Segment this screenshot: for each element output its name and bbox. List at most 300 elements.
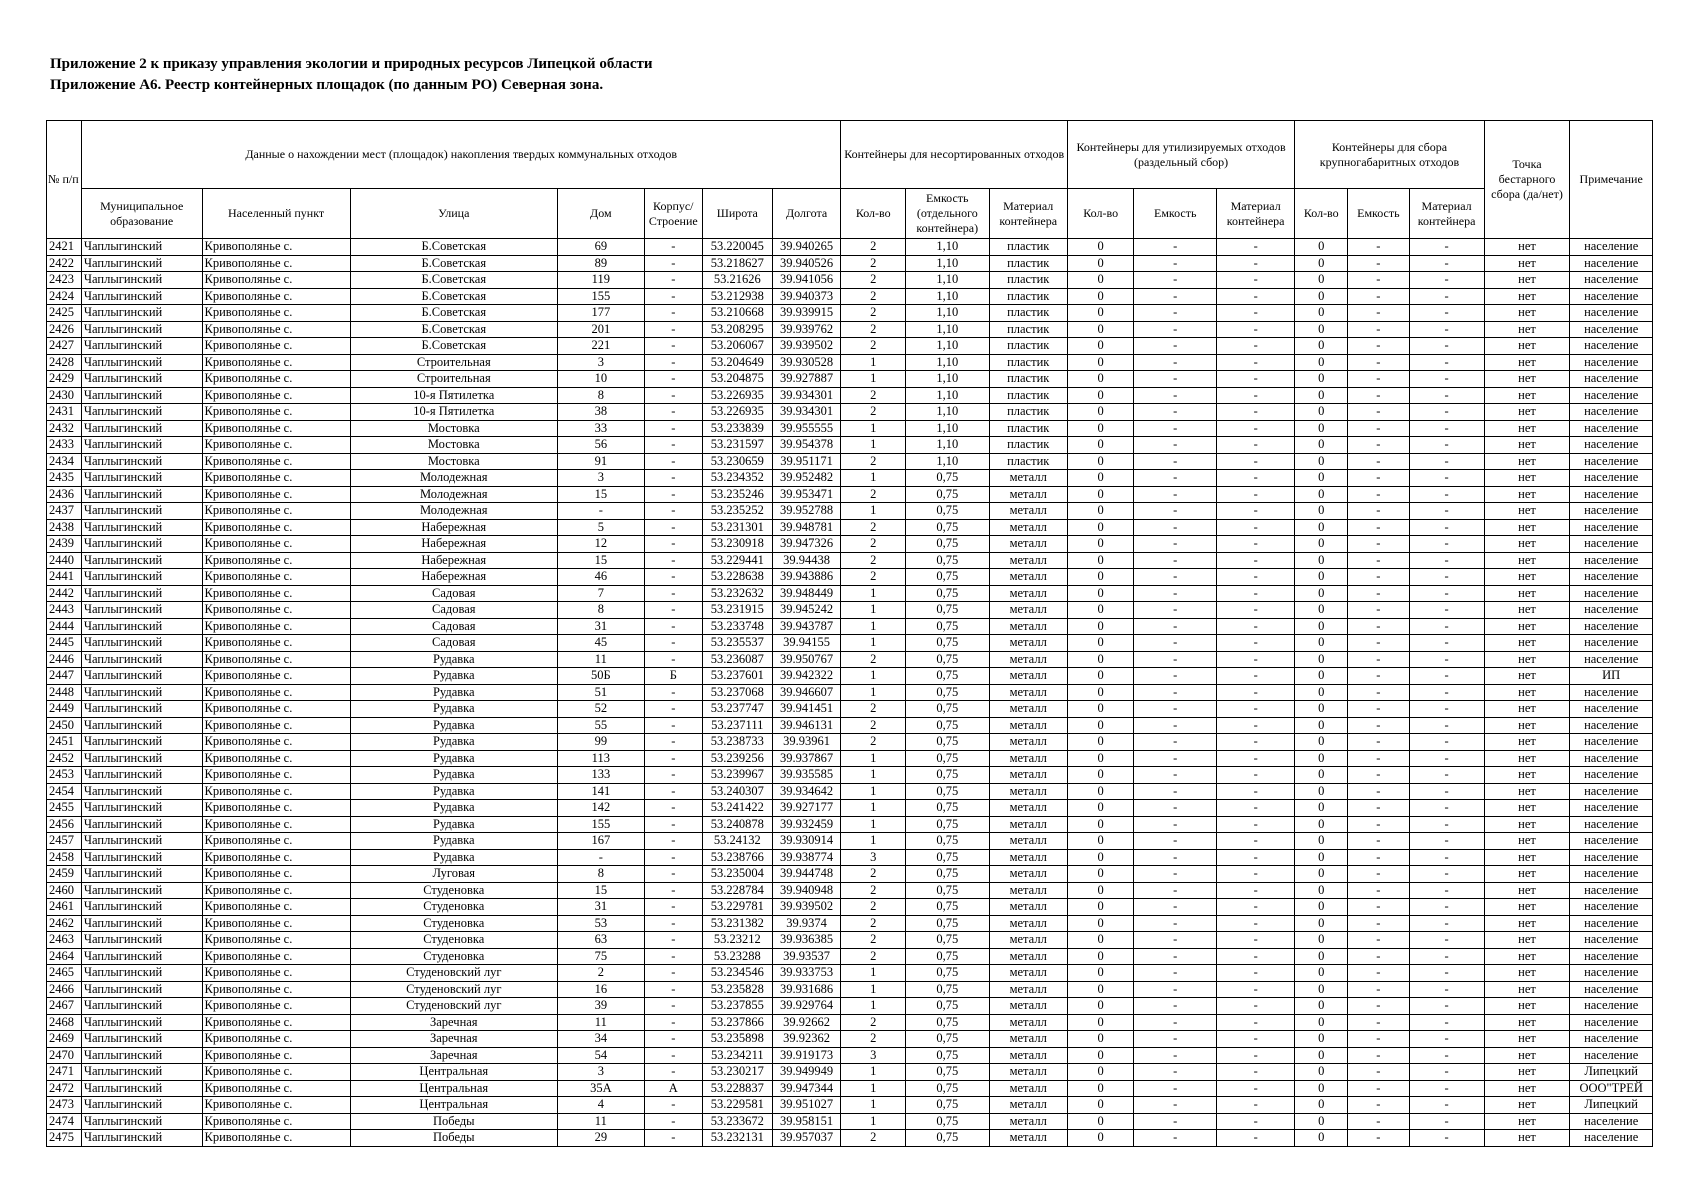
cell-bulky-count: 0	[1295, 1130, 1348, 1147]
cell-note: население	[1570, 915, 1653, 932]
cell-building: -	[644, 420, 702, 437]
cell-bulky-count: 0	[1295, 668, 1348, 685]
cell-recyclable-count: 0	[1067, 750, 1134, 767]
cell-recyclable-material: -	[1217, 1113, 1295, 1130]
cell-street: Строительная	[350, 354, 557, 371]
cell-note: население	[1570, 437, 1653, 454]
cell-num: 2457	[47, 833, 82, 850]
cell-recyclable-count: 0	[1067, 998, 1134, 1015]
cell-street: Рудавка	[350, 849, 557, 866]
cell-unsorted-count: 1	[841, 618, 906, 635]
cell-unsorted-material: металл	[989, 1047, 1067, 1064]
cell-municipality: Чаплыгинский	[81, 783, 202, 800]
cell-lat: 53.21626	[702, 272, 772, 289]
cell-bulky-material: -	[1409, 1014, 1484, 1031]
cell-unsorted-count: 1	[841, 800, 906, 817]
cell-recyclable-capacity: -	[1134, 453, 1217, 470]
cell-free-point: нет	[1484, 420, 1570, 437]
cell-bulky-material: -	[1409, 272, 1484, 289]
table-row	[47, 948, 1653, 965]
header-recyclable-capacity: Емкость	[1134, 189, 1217, 239]
cell-unsorted-capacity: 1,10	[906, 404, 990, 421]
cell-municipality: Чаплыгинский	[81, 882, 202, 899]
cell-lat: 53.237111	[702, 717, 772, 734]
cell-unsorted-count: 2	[841, 569, 906, 586]
cell-num: 2434	[47, 453, 82, 470]
cell-municipality: Чаплыгинский	[81, 998, 202, 1015]
cell-bulky-capacity: -	[1348, 1031, 1409, 1048]
cell-unsorted-material: металл	[989, 1113, 1067, 1130]
cell-num: 2431	[47, 404, 82, 421]
cell-note: население	[1570, 519, 1653, 536]
cell-house: 10	[557, 371, 644, 388]
cell-settlement: Кривополянье с.	[202, 321, 350, 338]
table-row	[47, 816, 1653, 833]
cell-bulky-count: 0	[1295, 882, 1348, 899]
cell-note: население	[1570, 305, 1653, 322]
cell-bulky-count: 0	[1295, 1064, 1348, 1081]
cell-num: 2450	[47, 717, 82, 734]
cell-lon: 39.933753	[772, 965, 841, 982]
cell-unsorted-capacity: 0,75	[906, 833, 990, 850]
cell-bulky-material: -	[1409, 783, 1484, 800]
cell-bulky-material: -	[1409, 420, 1484, 437]
cell-note: население	[1570, 998, 1653, 1015]
cell-unsorted-capacity: 0,75	[906, 519, 990, 536]
cell-street: Набережная	[350, 569, 557, 586]
table-row	[47, 668, 1653, 685]
cell-note: население	[1570, 453, 1653, 470]
cell-recyclable-capacity: -	[1134, 536, 1217, 553]
cell-lon: 39.954378	[772, 437, 841, 454]
cell-recyclable-count: 0	[1067, 948, 1134, 965]
cell-unsorted-capacity: 1,10	[906, 453, 990, 470]
cell-lat: 53.231301	[702, 519, 772, 536]
cell-street: Центральная	[350, 1097, 557, 1114]
cell-lon: 39.937867	[772, 750, 841, 767]
cell-building: -	[644, 1097, 702, 1114]
cell-recyclable-count: 0	[1067, 453, 1134, 470]
cell-unsorted-count: 2	[841, 239, 906, 256]
cell-building: -	[644, 618, 702, 635]
cell-unsorted-count: 1	[841, 750, 906, 767]
cell-note: население	[1570, 255, 1653, 272]
title-line-1: Приложение 2 к приказу управления экологии и природных ресурсов Липецкой области	[50, 56, 653, 72]
cell-municipality: Чаплыгинский	[81, 734, 202, 751]
cell-free-point: нет	[1484, 437, 1570, 454]
cell-lon: 39.929764	[772, 998, 841, 1015]
cell-recyclable-count: 0	[1067, 1014, 1134, 1031]
cell-bulky-material: -	[1409, 371, 1484, 388]
cell-note: население	[1570, 882, 1653, 899]
cell-num: 2443	[47, 602, 82, 619]
cell-unsorted-capacity: 0,75	[906, 1113, 990, 1130]
cell-municipality: Чаплыгинский	[81, 387, 202, 404]
cell-building: -	[644, 1031, 702, 1048]
cell-recyclable-count: 0	[1067, 965, 1134, 982]
cell-building: -	[644, 536, 702, 553]
cell-bulky-count: 0	[1295, 1080, 1348, 1097]
cell-lat: 53.237601	[702, 668, 772, 685]
table-header	[47, 121, 1653, 239]
cell-unsorted-count: 2	[841, 552, 906, 569]
cell-recyclable-count: 0	[1067, 272, 1134, 289]
cell-house: 46	[557, 569, 644, 586]
cell-unsorted-material: металл	[989, 1014, 1067, 1031]
cell-recyclable-material: -	[1217, 866, 1295, 883]
cell-unsorted-capacity: 0,75	[906, 767, 990, 784]
cell-recyclable-capacity: -	[1134, 668, 1217, 685]
cell-free-point: нет	[1484, 981, 1570, 998]
cell-recyclable-count: 0	[1067, 717, 1134, 734]
cell-bulky-material: -	[1409, 717, 1484, 734]
cell-bulky-count: 0	[1295, 321, 1348, 338]
cell-house: 201	[557, 321, 644, 338]
cell-house: 63	[557, 932, 644, 949]
cell-lat: 53.226935	[702, 404, 772, 421]
cell-num: 2452	[47, 750, 82, 767]
cell-street: Студеновка	[350, 882, 557, 899]
cell-house: 11	[557, 651, 644, 668]
cell-street: Набережная	[350, 519, 557, 536]
cell-recyclable-capacity: -	[1134, 635, 1217, 652]
cell-free-point: нет	[1484, 552, 1570, 569]
table-row	[47, 750, 1653, 767]
cell-unsorted-capacity: 0,75	[906, 470, 990, 487]
cell-unsorted-material: пластик	[989, 453, 1067, 470]
cell-street: Рудавка	[350, 783, 557, 800]
cell-street: Набережная	[350, 552, 557, 569]
cell-house: 8	[557, 866, 644, 883]
cell-recyclable-count: 0	[1067, 1113, 1134, 1130]
cell-recyclable-capacity: -	[1134, 1064, 1217, 1081]
cell-unsorted-capacity: 0,75	[906, 1014, 990, 1031]
cell-unsorted-capacity: 0,75	[906, 618, 990, 635]
cell-building: -	[644, 354, 702, 371]
cell-street: Б.Советская	[350, 305, 557, 322]
cell-free-point: нет	[1484, 519, 1570, 536]
cell-note: население	[1570, 1031, 1653, 1048]
cell-note: население	[1570, 371, 1653, 388]
cell-street: Рудавка	[350, 651, 557, 668]
cell-recyclable-material: -	[1217, 536, 1295, 553]
cell-street: Рудавка	[350, 734, 557, 751]
cell-note: население	[1570, 239, 1653, 256]
cell-bulky-count: 0	[1295, 453, 1348, 470]
cell-bulky-material: -	[1409, 734, 1484, 751]
cell-bulky-count: 0	[1295, 618, 1348, 635]
cell-street: Заречная	[350, 1014, 557, 1031]
cell-bulky-count: 0	[1295, 948, 1348, 965]
cell-unsorted-count: 2	[841, 321, 906, 338]
cell-lat: 53.235537	[702, 635, 772, 652]
cell-bulky-count: 0	[1295, 255, 1348, 272]
cell-unsorted-material: металл	[989, 602, 1067, 619]
cell-lat: 53.236087	[702, 651, 772, 668]
cell-settlement: Кривополянье с.	[202, 882, 350, 899]
cell-street: Садовая	[350, 602, 557, 619]
header-unsorted-count: Кол-во	[841, 189, 906, 239]
cell-unsorted-material: металл	[989, 519, 1067, 536]
cell-unsorted-material: металл	[989, 1064, 1067, 1081]
cell-house: 33	[557, 420, 644, 437]
cell-bulky-material: -	[1409, 833, 1484, 850]
cell-house: 113	[557, 750, 644, 767]
cell-note: население	[1570, 354, 1653, 371]
cell-unsorted-material: металл	[989, 569, 1067, 586]
header-recyclable-group: Контейнеры для утилизируемых отходов (раздельный сбор)	[1067, 121, 1294, 189]
cell-num: 2459	[47, 866, 82, 883]
header-building: Корпус/ Строение	[644, 189, 702, 239]
cell-lat: 53.23288	[702, 948, 772, 965]
cell-settlement: Кривополянье с.	[202, 899, 350, 916]
cell-free-point: нет	[1484, 833, 1570, 850]
cell-unsorted-capacity: 0,75	[906, 1097, 990, 1114]
cell-house: 11	[557, 1113, 644, 1130]
cell-street: Садовая	[350, 585, 557, 602]
cell-building: -	[644, 519, 702, 536]
cell-unsorted-capacity: 1,10	[906, 255, 990, 272]
cell-settlement: Кривополянье с.	[202, 1130, 350, 1147]
cell-unsorted-material: пластик	[989, 272, 1067, 289]
cell-street: Садовая	[350, 635, 557, 652]
cell-recyclable-capacity: -	[1134, 486, 1217, 503]
cell-bulky-count: 0	[1295, 849, 1348, 866]
cell-recyclable-count: 0	[1067, 255, 1134, 272]
cell-street: Рудавка	[350, 816, 557, 833]
cell-unsorted-count: 2	[841, 882, 906, 899]
cell-street: Студеновка	[350, 932, 557, 949]
cell-num: 2432	[47, 420, 82, 437]
table-row	[47, 338, 1653, 355]
cell-recyclable-count: 0	[1067, 866, 1134, 883]
cell-note: население	[1570, 585, 1653, 602]
cell-recyclable-capacity: -	[1134, 503, 1217, 520]
cell-municipality: Чаплыгинский	[81, 536, 202, 553]
cell-bulky-capacity: -	[1348, 734, 1409, 751]
table-row	[47, 486, 1653, 503]
cell-note: население	[1570, 981, 1653, 998]
cell-settlement: Кривополянье с.	[202, 915, 350, 932]
cell-settlement: Кривополянье с.	[202, 552, 350, 569]
cell-lat: 53.238733	[702, 734, 772, 751]
cell-street: Рудавка	[350, 701, 557, 718]
cell-lat: 53.204875	[702, 371, 772, 388]
cell-house: 155	[557, 288, 644, 305]
cell-unsorted-capacity: 1,10	[906, 239, 990, 256]
cell-bulky-capacity: -	[1348, 1130, 1409, 1147]
header-municipality: Муниципальное образование	[81, 189, 202, 239]
cell-unsorted-material: металл	[989, 470, 1067, 487]
cell-municipality: Чаплыгинский	[81, 288, 202, 305]
cell-bulky-capacity: -	[1348, 701, 1409, 718]
cell-bulky-material: -	[1409, 965, 1484, 982]
cell-street: Строительная	[350, 371, 557, 388]
cell-recyclable-material: -	[1217, 932, 1295, 949]
cell-num: 2461	[47, 899, 82, 916]
cell-free-point: нет	[1484, 1047, 1570, 1064]
cell-bulky-capacity: -	[1348, 668, 1409, 685]
cell-house: 133	[557, 767, 644, 784]
cell-bulky-capacity: -	[1348, 651, 1409, 668]
cell-street: Набережная	[350, 536, 557, 553]
cell-recyclable-count: 0	[1067, 536, 1134, 553]
cell-bulky-material: -	[1409, 387, 1484, 404]
cell-free-point: нет	[1484, 618, 1570, 635]
cell-bulky-material: -	[1409, 1064, 1484, 1081]
cell-recyclable-material: -	[1217, 519, 1295, 536]
cell-unsorted-capacity: 1,10	[906, 321, 990, 338]
cell-recyclable-count: 0	[1067, 684, 1134, 701]
cell-bulky-count: 0	[1295, 239, 1348, 256]
cell-house: 4	[557, 1097, 644, 1114]
cell-num: 2451	[47, 734, 82, 751]
cell-building: -	[644, 1130, 702, 1147]
cell-unsorted-capacity: 1,10	[906, 371, 990, 388]
cell-free-point: нет	[1484, 536, 1570, 553]
cell-note: ИП	[1570, 668, 1653, 685]
cell-num: 2438	[47, 519, 82, 536]
cell-num: 2427	[47, 338, 82, 355]
cell-unsorted-capacity: 0,75	[906, 1047, 990, 1064]
cell-unsorted-count: 1	[841, 1097, 906, 1114]
cell-recyclable-count: 0	[1067, 618, 1134, 635]
cell-recyclable-capacity: -	[1134, 800, 1217, 817]
cell-free-point: нет	[1484, 816, 1570, 833]
cell-free-point: нет	[1484, 503, 1570, 520]
cell-unsorted-capacity: 0,75	[906, 635, 990, 652]
cell-recyclable-material: -	[1217, 750, 1295, 767]
cell-unsorted-count: 2	[841, 255, 906, 272]
cell-lat: 53.230217	[702, 1064, 772, 1081]
cell-num: 2449	[47, 701, 82, 718]
table-row	[47, 255, 1653, 272]
cell-recyclable-capacity: -	[1134, 981, 1217, 998]
cell-street: Мостовка	[350, 420, 557, 437]
cell-unsorted-count: 2	[841, 948, 906, 965]
cell-bulky-count: 0	[1295, 486, 1348, 503]
cell-recyclable-count: 0	[1067, 420, 1134, 437]
cell-bulky-capacity: -	[1348, 866, 1409, 883]
cell-recyclable-capacity: -	[1134, 816, 1217, 833]
cell-recyclable-count: 0	[1067, 519, 1134, 536]
cell-note: население	[1570, 932, 1653, 949]
cell-recyclable-count: 0	[1067, 371, 1134, 388]
header-recyclable-count: Кол-во	[1067, 189, 1134, 239]
cell-street: Б.Советская	[350, 255, 557, 272]
cell-bulky-count: 0	[1295, 354, 1348, 371]
cell-bulky-count: 0	[1295, 470, 1348, 487]
cell-unsorted-count: 2	[841, 288, 906, 305]
cell-recyclable-material: -	[1217, 1080, 1295, 1097]
cell-bulky-material: -	[1409, 288, 1484, 305]
cell-settlement: Кривополянье с.	[202, 800, 350, 817]
cell-bulky-count: 0	[1295, 1014, 1348, 1031]
cell-municipality: Чаплыгинский	[81, 948, 202, 965]
cell-unsorted-count: 2	[841, 272, 906, 289]
cell-num: 2453	[47, 767, 82, 784]
table-row	[47, 899, 1653, 916]
table-row	[47, 453, 1653, 470]
cell-recyclable-material: -	[1217, 701, 1295, 718]
cell-lon: 39.952788	[772, 503, 841, 520]
cell-recyclable-capacity: -	[1134, 948, 1217, 965]
cell-bulky-material: -	[1409, 321, 1484, 338]
cell-unsorted-count: 1	[841, 635, 906, 652]
cell-unsorted-count: 1	[841, 602, 906, 619]
cell-unsorted-count: 1	[841, 783, 906, 800]
cell-unsorted-count: 2	[841, 701, 906, 718]
cell-bulky-material: -	[1409, 519, 1484, 536]
cell-note: Липецкий	[1570, 1097, 1653, 1114]
cell-num: 2454	[47, 783, 82, 800]
cell-lon: 39.941451	[772, 701, 841, 718]
cell-recyclable-material: -	[1217, 288, 1295, 305]
cell-bulky-material: -	[1409, 635, 1484, 652]
cell-lon: 39.92662	[772, 1014, 841, 1031]
cell-settlement: Кривополянье с.	[202, 1097, 350, 1114]
cell-lat: 53.238766	[702, 849, 772, 866]
table-row	[47, 305, 1653, 322]
document-title	[50, 54, 653, 96]
cell-lat: 53.210668	[702, 305, 772, 322]
cell-settlement: Кривополянье с.	[202, 750, 350, 767]
cell-free-point: нет	[1484, 288, 1570, 305]
cell-house: 52	[557, 701, 644, 718]
table-row	[47, 239, 1653, 256]
cell-recyclable-capacity: -	[1134, 651, 1217, 668]
cell-bulky-capacity: -	[1348, 1097, 1409, 1114]
cell-note: население	[1570, 1130, 1653, 1147]
title-line-2: Приложение А6. Реестр контейнерных площадок (по данным РО) Северная зона.	[50, 77, 604, 93]
cell-municipality: Чаплыгинский	[81, 585, 202, 602]
cell-bulky-capacity: -	[1348, 354, 1409, 371]
cell-street: Б.Советская	[350, 272, 557, 289]
cell-lon: 39.947326	[772, 536, 841, 553]
cell-recyclable-count: 0	[1067, 668, 1134, 685]
cell-unsorted-material: металл	[989, 849, 1067, 866]
cell-recyclable-capacity: -	[1134, 717, 1217, 734]
cell-num: 2468	[47, 1014, 82, 1031]
cell-lon: 39.935585	[772, 767, 841, 784]
cell-unsorted-material: пластик	[989, 239, 1067, 256]
cell-bulky-count: 0	[1295, 338, 1348, 355]
cell-bulky-capacity: -	[1348, 404, 1409, 421]
cell-municipality: Чаплыгинский	[81, 602, 202, 619]
cell-municipality: Чаплыгинский	[81, 1097, 202, 1114]
cell-bulky-count: 0	[1295, 552, 1348, 569]
cell-note: население	[1570, 750, 1653, 767]
cell-settlement: Кривополянье с.	[202, 453, 350, 470]
cell-building: -	[644, 288, 702, 305]
cell-lat: 53.231915	[702, 602, 772, 619]
cell-unsorted-count: 3	[841, 849, 906, 866]
cell-unsorted-capacity: 0,75	[906, 981, 990, 998]
cell-lon: 39.919173	[772, 1047, 841, 1064]
cell-street: Б.Советская	[350, 288, 557, 305]
cell-bulky-count: 0	[1295, 1097, 1348, 1114]
cell-building: -	[644, 899, 702, 916]
cell-bulky-capacity: -	[1348, 998, 1409, 1015]
cell-lat: 53.206067	[702, 338, 772, 355]
cell-recyclable-count: 0	[1067, 321, 1134, 338]
cell-building: -	[644, 239, 702, 256]
cell-unsorted-count: 2	[841, 486, 906, 503]
cell-house: 31	[557, 618, 644, 635]
cell-bulky-count: 0	[1295, 833, 1348, 850]
cell-bulky-capacity: -	[1348, 1113, 1409, 1130]
cell-lat: 53.234211	[702, 1047, 772, 1064]
